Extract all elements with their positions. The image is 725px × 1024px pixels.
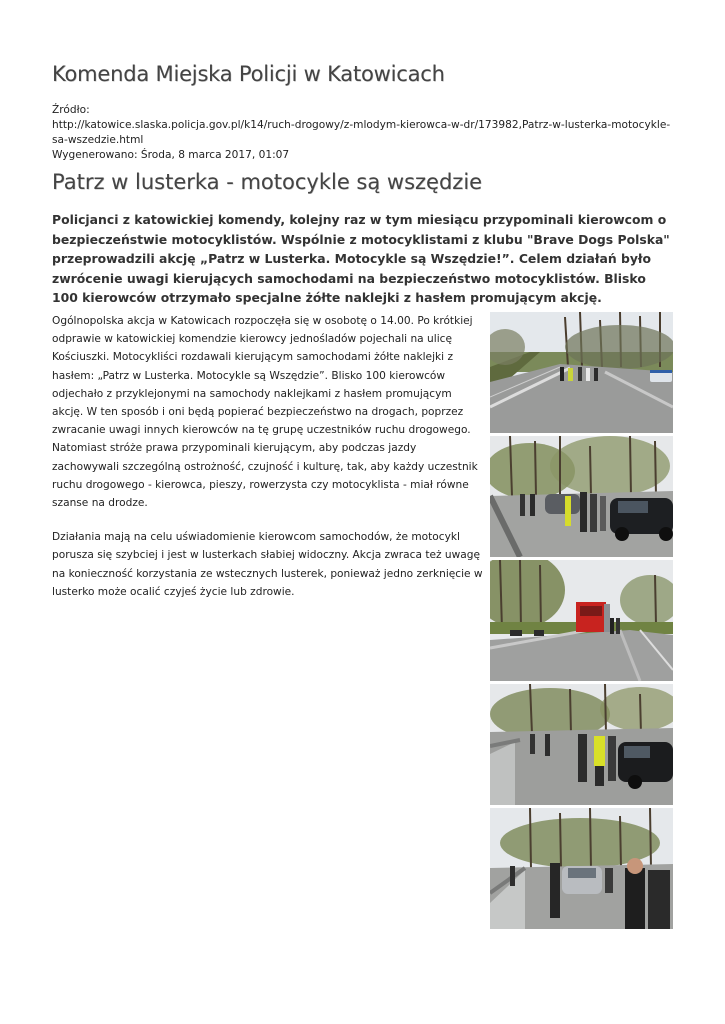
article-title: Patrz w lusterka - motocykle są wszędzie	[52, 170, 483, 194]
source-url[interactable]: http://katowice.slaska.policja.gov.pl/k14/ruch-drogowy/z-mlodym-kierowca-w-dr/173982,Patrz-w-lusterka-motocykle-sa-wszedzie.html	[52, 119, 671, 146]
photo-bikers-car[interactable]	[490, 808, 673, 929]
article-body	[52, 312, 484, 617]
article-paragraph: Działania mają na celu uświadomienie kierowcom samochodów, że motocykl porusza się szybciej i jest w lusterkach słabiej widoczny. Akcja zwraca też uwagę na konieczność korzystania ze wstecznych lusterek, ponieważ jedno zerknięcie w lusterko może ocalić czyjeś życie lub zdrowie.	[52, 531, 483, 598]
photo-road-police[interactable]	[490, 312, 673, 433]
document-meta	[52, 103, 674, 163]
generated-date: Wygenerowano: Środa, 8 marca 2017, 01:07	[52, 149, 290, 161]
article-lead: Policjanci z katowickiej komendy, kolejny raz w tym miesiącu przypominali kierowcom o bezpieczeństwie motocyklistów. Wspólnie z motocyklistami z klubu "Brave Dogs Polska" przeprowadzili akcję „Patrz w Lusterka. Motocykle są Wszędzie!”. Celem działań było zwrócenie uwagi kierujących samochodami na bezpieczeństwo motocyklistów. Blisko 100 kierowców otrzymało specjalne żółte naklejki z hasłem promującym akcję.	[52, 212, 670, 306]
photo-roadside-group[interactable]	[490, 436, 673, 557]
photo-officers-vests[interactable]	[490, 684, 673, 805]
source-label: Źródło:	[52, 104, 90, 116]
site-title: Komenda Miejska Policji w Katowicach	[52, 62, 445, 86]
article-paragraph: Ogólnopolska akcja w Katowicach rozpoczęła się w osobotę o 14.00. Po krótkiej odprawie w katowickiej komendzie kierowcy jednośladów pojechali na ulicę Kościuszki. Motocykliści rozdawali kierującym samochodami żółte naklejki z hasłem: „Patrz w Lusterka. Motocykle są Wszędzie”. Blisko 100 kierowców odjechało z przyklejonymi na samochody naklejkami z hasłem promującym akcję. W ten sposób i oni będą popierać bezpieczeństwo na drogach, poprzez zwracanie uwagi innych kierowców na tę grupę uczestników ruchu drogowego. Natomiast stróże prawa przypominali kierującym, aby podczas jazdy zachowywali szczególną ostrożność, czujność i kulturę, tak, aby każdy uczestnik ruchu drogowego - kierowca, pieszy, rowerzysta czy motocyklista - miał równe szanse na drodze.	[52, 315, 478, 510]
photo-gallery	[490, 312, 673, 932]
photo-red-truck[interactable]	[490, 560, 673, 681]
